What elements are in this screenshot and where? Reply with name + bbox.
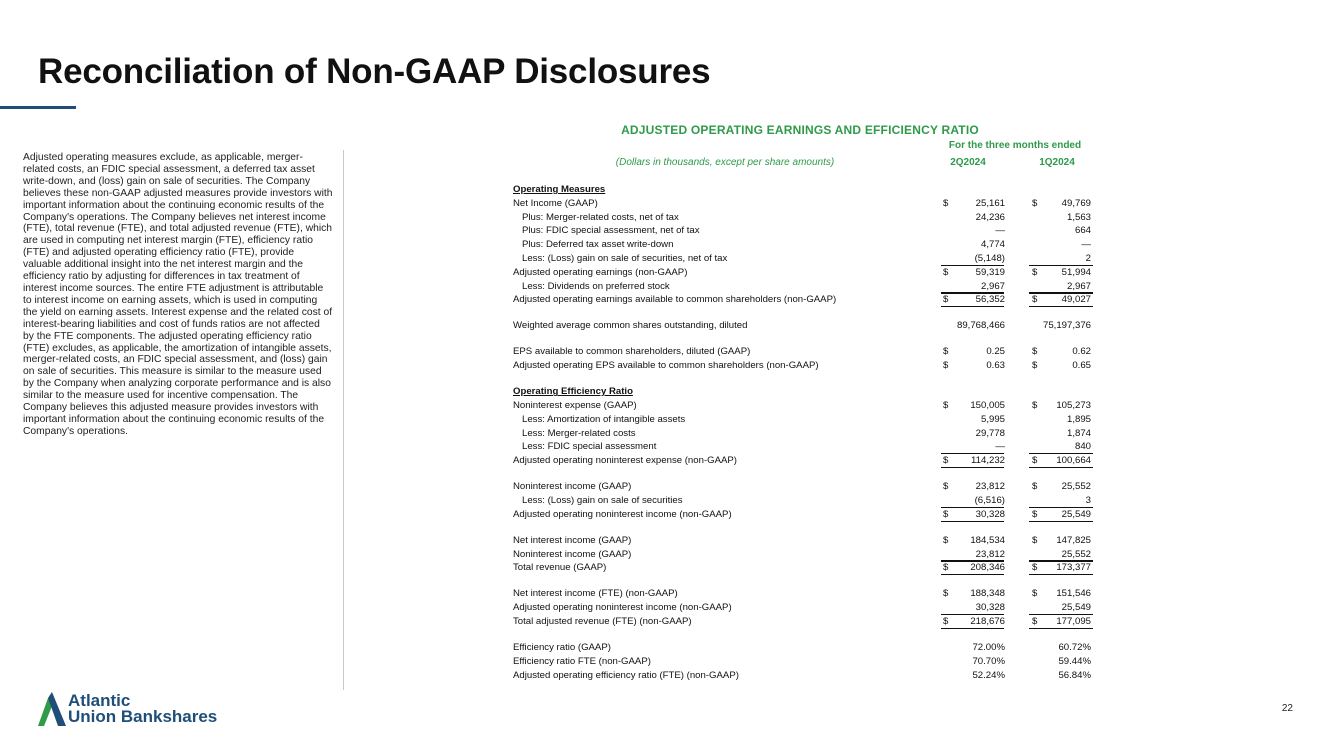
currency-symbol: $ — [1032, 588, 1038, 600]
value-2q2024: 23,812 — [975, 548, 1005, 560]
value-2q2024: 30,328 — [975, 602, 1005, 614]
table-row — [513, 561, 1093, 574]
value-2q2024: 72.00% — [972, 642, 1005, 653]
value-1q2024: 25,549 — [1061, 508, 1091, 520]
total-underline — [1029, 628, 1093, 629]
table-row — [513, 548, 1093, 561]
currency-symbol: $ — [1032, 360, 1038, 372]
table-row — [513, 197, 1093, 210]
currency-symbol: $ — [943, 197, 949, 209]
currency-symbol: $ — [1032, 197, 1038, 209]
currency-symbol: $ — [943, 616, 949, 627]
table-row — [513, 266, 1093, 279]
value-1q2024: 173,377 — [1056, 562, 1091, 574]
table-row — [513, 494, 1093, 507]
period-header: For the three months ended — [948, 140, 1082, 151]
value-1q2024: 0.62 — [1072, 346, 1091, 358]
subtotal-overline — [1029, 560, 1093, 561]
row-label: Less: FDIC special assessment — [522, 441, 657, 453]
table-row — [513, 440, 1093, 453]
total-underline — [941, 628, 1004, 629]
row-label: Noninterest income (GAAP) — [513, 548, 632, 560]
table-row — [513, 224, 1093, 237]
value-1q2024: — — [1081, 239, 1091, 251]
currency-symbol: $ — [943, 294, 949, 306]
value-2q2024: 70.70% — [972, 655, 1005, 667]
value-1q2024: 664 — [1074, 225, 1091, 237]
total-underline — [941, 521, 1004, 522]
title-accent-rule — [0, 106, 76, 109]
table-row — [513, 183, 1093, 196]
table-row — [513, 655, 1093, 668]
row-label: Plus: Deferred tax asset write-down — [522, 239, 674, 251]
table-row — [513, 601, 1093, 614]
value-1q2024: 25,552 — [1061, 481, 1091, 493]
table-row — [513, 669, 1093, 682]
logo-wordmark — [68, 693, 217, 725]
subtotal-overline — [1029, 614, 1093, 615]
table-row — [513, 280, 1093, 293]
value-1q2024: 1,563 — [1066, 211, 1091, 223]
atlantic-union-logo-icon — [38, 692, 66, 728]
table-row — [513, 238, 1093, 251]
value-1q2024: 25,552 — [1061, 548, 1091, 560]
subtotal-overline — [1029, 507, 1093, 508]
currency-symbol: $ — [943, 508, 949, 520]
total-underline — [1029, 521, 1093, 522]
value-1q2024: 177,095 — [1056, 616, 1091, 627]
row-label: Adjusted operating earnings (non-GAAP) — [513, 266, 688, 278]
subtotal-overline — [941, 453, 1004, 454]
value-1q2024: 105,273 — [1056, 400, 1091, 411]
row-label: Less: (Loss) gain on sale of securities, net of tax — [522, 253, 728, 264]
value-1q2024: 25,549 — [1061, 602, 1091, 614]
table-row — [513, 615, 1093, 628]
row-label: Adjusted operating EPS available to common shareholders (non-GAAP) — [513, 360, 819, 372]
table-row — [513, 252, 1093, 265]
units-note: (Dollars in thousands, except per share amounts) — [615, 157, 835, 168]
row-label: Plus: Merger-related costs, net of tax — [522, 211, 679, 223]
table-row — [513, 508, 1093, 521]
currency-symbol: $ — [1032, 508, 1038, 520]
column-header-2q2024: 2Q2024 — [950, 157, 986, 168]
row-label: Plus: FDIC special assessment, net of tax — [522, 225, 700, 237]
currency-symbol: $ — [1032, 481, 1038, 493]
currency-symbol: $ — [943, 455, 949, 467]
row-label: Operating Efficiency Ratio — [513, 386, 633, 398]
table-row — [513, 587, 1093, 600]
value-2q2024: (6,516) — [974, 495, 1005, 506]
logo-line-2: Union Bankshares — [68, 707, 218, 726]
table-row — [513, 319, 1093, 332]
value-1q2024: 3 — [1085, 495, 1091, 506]
table-row — [513, 534, 1093, 547]
row-label: Total adjusted revenue (FTE) (non-GAAP) — [513, 616, 692, 627]
currency-symbol: $ — [1032, 400, 1038, 411]
value-2q2024: — — [995, 441, 1005, 453]
explanatory-text: Adjusted operating measures exclude, as applicable, merger-related costs, an FDIC special assessment, a deferred tax asset write-down, and (loss) gain on sale of securities. The Company believes these non-GAAP adjusted measures provide investors with important information about the continuing economic results of the Company's operations. The Company believes net interest income (FTE), total revenue (FTE), and total adjusted revenue (FTE), which are used in computing net interest margin (FTE), efficiency ratio (FTE) and adjusted operating efficiency ratio (FTE), provide valuable additional insight into the net interest margin and the efficiency ratio by adjusting for differences in tax treatment of interest income sources. The entire FTE adjustment is attributable to interest income on earning assets, which is used in computing the yield on earning assets. Interest expense and the related cost of interest-bearing liabilities and cost of funds ratios are not affected by the FTE components. The adjusted operating efficiency ratio (FTE) excludes, as applicable, the amortization of intangible assets, merger-related costs, an FDIC special assessment, and (loss) gain on sale of securities. This measure is similar to the measure used by the Company when analyzing corporate performance and is also similar to the measure used for incentive compensation. The Company believes this adjusted measure provides investors with important information about the continuing economic results of the Company's operations. — [23, 152, 333, 437]
value-2q2024: 188,348 — [970, 588, 1005, 600]
value-2q2024: 0.25 — [986, 346, 1005, 358]
currency-symbol: $ — [1032, 346, 1038, 358]
subtotal-overline — [1029, 453, 1093, 454]
value-1q2024: 840 — [1074, 441, 1091, 453]
value-2q2024: 184,534 — [970, 534, 1005, 546]
total-underline — [1029, 467, 1093, 468]
row-label: Less: Dividends on preferred stock — [522, 280, 670, 292]
value-2q2024: 2,967 — [980, 280, 1005, 292]
value-2q2024: 56,352 — [975, 294, 1005, 306]
value-2q2024: 24,236 — [975, 211, 1005, 223]
row-label: Net Income (GAAP) — [513, 197, 598, 209]
value-1q2024: 100,664 — [1056, 455, 1091, 467]
row-label: Weighted average common shares outstanding, diluted — [513, 320, 748, 332]
column-divider — [343, 150, 344, 690]
value-2q2024: 29,778 — [975, 427, 1005, 439]
logo-line-1: Atlantic — [68, 691, 131, 710]
currency-symbol: $ — [1032, 534, 1038, 546]
value-1q2024: 60.72% — [1058, 642, 1091, 653]
currency-symbol: $ — [943, 360, 949, 372]
row-label: Adjusted operating noninterest income (non-GAAP) — [513, 508, 732, 520]
row-label: Operating Measures — [513, 184, 606, 195]
row-label: Efficiency ratio FTE (non-GAAP) — [513, 655, 651, 667]
value-1q2024: 1,895 — [1066, 413, 1091, 425]
table-row — [513, 454, 1093, 467]
row-label: Adjusted operating efficiency ratio (FTE) (non-GAAP) — [513, 669, 739, 681]
row-label: Adjusted operating noninterest expense (non-GAAP) — [513, 455, 737, 467]
table-row — [513, 413, 1093, 426]
value-2q2024: 218,676 — [970, 616, 1005, 627]
table-row — [513, 293, 1093, 306]
total-underline — [1029, 306, 1093, 307]
row-label: Net interest income (GAAP) — [513, 534, 632, 546]
value-2q2024: 0.63 — [986, 360, 1005, 372]
table-row — [513, 427, 1093, 440]
currency-symbol: $ — [943, 400, 949, 411]
row-label: Adjusted operating noninterest income (non-GAAP) — [513, 602, 732, 614]
row-label: Efficiency ratio (GAAP) — [513, 642, 611, 653]
table-row — [513, 641, 1093, 654]
value-1q2024: 56.84% — [1058, 669, 1091, 681]
value-2q2024: 208,346 — [970, 562, 1005, 574]
value-2q2024: 4,774 — [980, 239, 1005, 251]
value-2q2024: 23,812 — [975, 481, 1005, 493]
currency-symbol: $ — [1032, 616, 1038, 627]
page-title: Reconciliation of Non-GAAP Disclosures — [38, 52, 711, 91]
row-label: Net interest income (FTE) (non-GAAP) — [513, 588, 678, 600]
value-1q2024: 151,546 — [1056, 588, 1091, 600]
value-1q2024: 75,197,376 — [1042, 320, 1091, 332]
currency-symbol: $ — [1032, 562, 1038, 574]
subtotal-overline — [1029, 292, 1093, 293]
table-row — [513, 359, 1093, 372]
row-label: Total revenue (GAAP) — [513, 562, 607, 574]
row-label: Less: Amortization of intangible assets — [522, 413, 686, 425]
value-1q2024: 147,825 — [1056, 534, 1091, 546]
row-label: EPS available to common shareholders, diluted (GAAP) — [513, 346, 751, 358]
table-row — [513, 385, 1093, 398]
page-number: 22 — [1281, 703, 1293, 714]
subtotal-overline — [941, 614, 1004, 615]
value-2q2024: 5,995 — [980, 413, 1005, 425]
value-2q2024: 150,005 — [970, 400, 1005, 411]
column-header-1q2024: 1Q2024 — [1039, 157, 1075, 168]
currency-symbol: $ — [943, 346, 949, 358]
value-2q2024: 89,768,466 — [956, 320, 1005, 332]
row-label: Less: (Loss) gain on sale of securities — [522, 495, 683, 506]
currency-symbol: $ — [1032, 455, 1038, 467]
currency-symbol: $ — [1032, 266, 1038, 278]
subtotal-overline — [941, 292, 1004, 293]
currency-symbol: $ — [943, 266, 949, 278]
value-1q2024: 51,994 — [1061, 266, 1091, 278]
value-1q2024: 59.44% — [1058, 655, 1091, 667]
currency-symbol: $ — [1032, 294, 1038, 306]
value-1q2024: 0.65 — [1072, 360, 1091, 372]
row-label: Noninterest expense (GAAP) — [513, 400, 637, 411]
table-row — [513, 211, 1093, 224]
row-label: Less: Merger-related costs — [522, 427, 636, 439]
value-1q2024: 2 — [1085, 253, 1091, 264]
value-1q2024: 49,027 — [1061, 294, 1091, 306]
total-underline — [941, 306, 1004, 307]
row-label: Adjusted operating earnings available to common shareholders (non-GAAP) — [513, 294, 837, 306]
table-row — [513, 480, 1093, 493]
value-2q2024: 30,328 — [975, 508, 1005, 520]
currency-symbol: $ — [943, 562, 949, 574]
value-2q2024: 25,161 — [975, 197, 1005, 209]
value-1q2024: 2,967 — [1066, 280, 1091, 292]
value-2q2024: 59,319 — [975, 266, 1005, 278]
currency-symbol: $ — [943, 481, 949, 493]
total-underline — [941, 574, 1004, 575]
subtotal-overline — [941, 507, 1004, 508]
subtotal-overline — [941, 560, 1004, 561]
total-underline — [941, 467, 1004, 468]
value-1q2024: 49,769 — [1061, 197, 1091, 209]
value-2q2024: 114,232 — [971, 455, 1005, 467]
currency-symbol: $ — [943, 534, 949, 546]
value-2q2024: (5,148) — [974, 253, 1005, 264]
value-2q2024: — — [995, 225, 1005, 237]
table-title: ADJUSTED OPERATING EARNINGS AND EFFICIENCY RATIO — [621, 123, 979, 137]
row-label: Noninterest income (GAAP) — [513, 481, 632, 493]
total-underline — [1029, 574, 1093, 575]
currency-symbol: $ — [943, 588, 949, 600]
value-2q2024: 52.24% — [972, 669, 1005, 681]
table-row — [513, 345, 1093, 358]
table-row — [513, 399, 1093, 412]
value-1q2024: 1,874 — [1066, 427, 1091, 439]
